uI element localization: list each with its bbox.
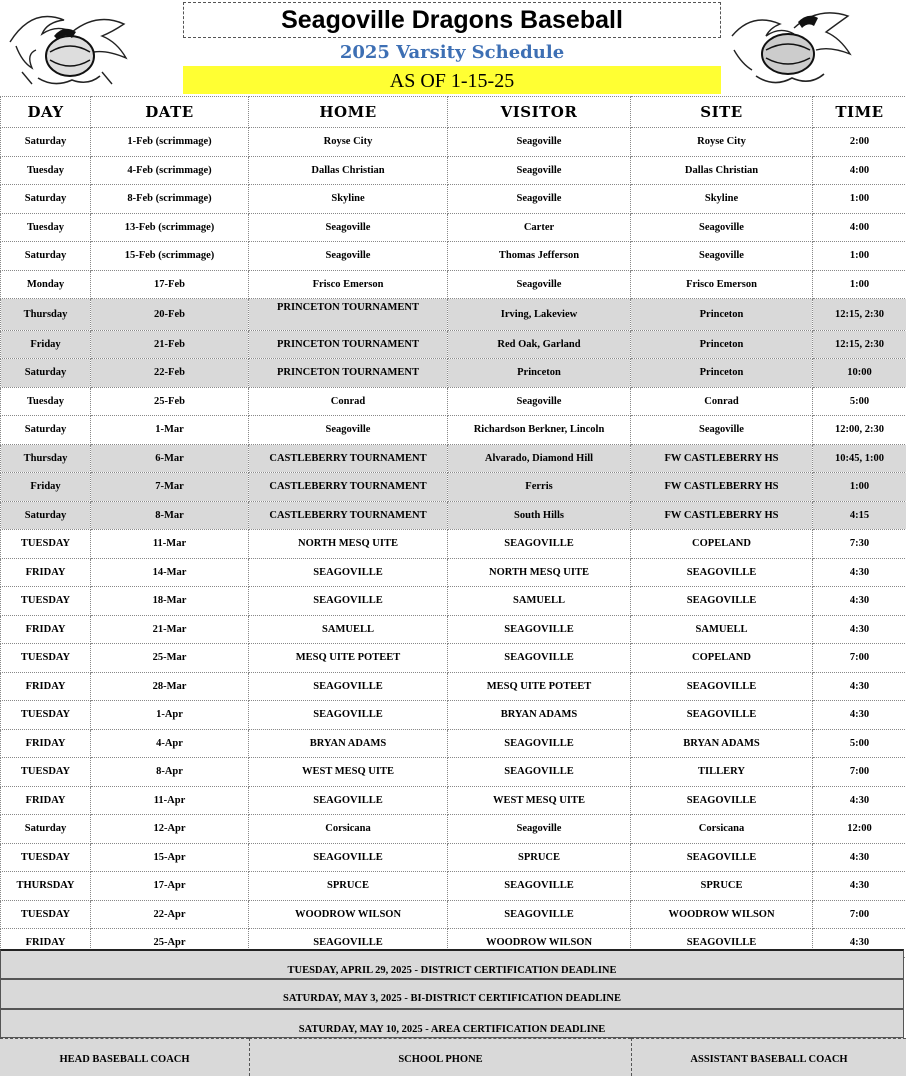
cell-visitor: Seagoville (448, 270, 631, 299)
cell-time: 12:15, 2:30 (813, 299, 906, 331)
cell-site: SEAGOVILLE (631, 929, 813, 958)
cell-home: PRINCETON TOURNAMENT (249, 330, 448, 359)
cell-visitor: MESQ UITE POTEET (448, 672, 631, 701)
cell-site: FW CASTLEBERRY HS (631, 473, 813, 502)
cell-date: 25-Apr (91, 929, 249, 958)
cell-day: Thursday (1, 299, 91, 331)
cell-day: Saturday (1, 128, 91, 157)
cell-visitor: SEAGOVILLE (448, 758, 631, 787)
cell-day: FRIDAY (1, 786, 91, 815)
column-header-visitor: VISITOR (448, 97, 631, 128)
cell-site: Seagoville (631, 416, 813, 445)
cell-visitor: Seagoville (448, 815, 631, 844)
cell-site: FW CASTLEBERRY HS (631, 444, 813, 473)
cell-day: Saturday (1, 416, 91, 445)
table-row (1, 843, 906, 872)
cell-date: 1-Apr (91, 701, 249, 730)
cell-site: FW CASTLEBERRY HS (631, 501, 813, 530)
cell-day: TUESDAY (1, 587, 91, 616)
table-row (1, 615, 906, 644)
table-row (1, 416, 906, 445)
schedule-subtitle: 2025 Varsity Schedule (183, 40, 721, 66)
cell-time: 4:30 (813, 843, 906, 872)
cell-site: BRYAN ADAMS (631, 729, 813, 758)
cell-date: 8-Feb (scrimmage) (91, 185, 249, 214)
cell-home: PRINCETON TOURNAMENT (249, 299, 448, 331)
cell-site: SEAGOVILLE (631, 701, 813, 730)
table-row (1, 330, 906, 359)
cell-time: 1:00 (813, 185, 906, 214)
column-header-site: SITE (631, 97, 813, 128)
cell-date: 13-Feb (scrimmage) (91, 213, 249, 242)
assistant-coach-label: ASSISTANT BASEBALL COACH (631, 1038, 906, 1076)
cell-date: 8-Apr (91, 758, 249, 787)
cell-date: 11-Apr (91, 786, 249, 815)
cell-visitor: SEAGOVILLE (448, 615, 631, 644)
column-header-home: HOME (249, 97, 448, 128)
cell-date: 15-Feb (scrimmage) (91, 242, 249, 271)
cell-home: WOODROW WILSON (249, 900, 448, 929)
cell-site: SEAGOVILLE (631, 843, 813, 872)
cell-day: TUESDAY (1, 701, 91, 730)
cell-day: Saturday (1, 501, 91, 530)
cell-home: CASTLEBERRY TOURNAMENT (249, 473, 448, 502)
cell-day: THURSDAY (1, 872, 91, 901)
cell-date: 21-Mar (91, 615, 249, 644)
cell-visitor: SEAGOVILLE (448, 872, 631, 901)
cell-visitor: WEST MESQ UITE (448, 786, 631, 815)
table-row (1, 786, 906, 815)
cell-time: 4:30 (813, 672, 906, 701)
cell-day: FRIDAY (1, 558, 91, 587)
cell-date: 22-Feb (91, 359, 249, 388)
cell-time: 7:00 (813, 758, 906, 787)
table-row (1, 758, 906, 787)
cell-home: Corsicana (249, 815, 448, 844)
table-row (1, 644, 906, 673)
cell-home: Seagoville (249, 416, 448, 445)
cell-date: 6-Mar (91, 444, 249, 473)
cell-home: SAMUELL (249, 615, 448, 644)
cell-visitor: SEAGOVILLE (448, 900, 631, 929)
cell-day: Tuesday (1, 213, 91, 242)
cell-time: 4:00 (813, 156, 906, 185)
cell-date: 20-Feb (91, 299, 249, 331)
cell-home: Skyline (249, 185, 448, 214)
table-row (1, 359, 906, 388)
cell-site: COPELAND (631, 530, 813, 559)
cell-home: SEAGOVILLE (249, 672, 448, 701)
cell-home: PRINCETON TOURNAMENT (249, 359, 448, 388)
cell-home: SEAGOVILLE (249, 558, 448, 587)
cell-date: 18-Mar (91, 587, 249, 616)
cell-time: 4:30 (813, 587, 906, 616)
cell-visitor: Thomas Jefferson (448, 242, 631, 271)
cell-visitor: Seagoville (448, 387, 631, 416)
cell-date: 4-Feb (scrimmage) (91, 156, 249, 185)
cell-time: 4:30 (813, 786, 906, 815)
cell-date: 14-Mar (91, 558, 249, 587)
cell-home: SPRUCE (249, 872, 448, 901)
cell-day: Saturday (1, 815, 91, 844)
cell-visitor: South Hills (448, 501, 631, 530)
cell-day: FRIDAY (1, 729, 91, 758)
table-row (1, 501, 906, 530)
cell-day: Tuesday (1, 387, 91, 416)
cell-date: 7-Mar (91, 473, 249, 502)
cell-site: Princeton (631, 299, 813, 331)
table-row (1, 270, 906, 299)
cell-time: 4:30 (813, 558, 906, 587)
cell-date: 1-Feb (scrimmage) (91, 128, 249, 157)
cell-visitor: Ferris (448, 473, 631, 502)
cell-home: SEAGOVILLE (249, 701, 448, 730)
school-phone-label: SCHOOL PHONE (249, 1038, 631, 1076)
cell-home: SEAGOVILLE (249, 929, 448, 958)
cell-date: 4-Apr (91, 729, 249, 758)
cell-visitor: SEAGOVILLE (448, 644, 631, 673)
cell-time: 10:45, 1:00 (813, 444, 906, 473)
table-row (1, 387, 906, 416)
cell-date: 17-Feb (91, 270, 249, 299)
cell-day: Saturday (1, 185, 91, 214)
cell-visitor: Seagoville (448, 156, 631, 185)
table-row (1, 128, 906, 157)
table-row (1, 900, 906, 929)
table-row (1, 156, 906, 185)
cell-site: Conrad (631, 387, 813, 416)
cell-time: 12:00 (813, 815, 906, 844)
cell-site: SEAGOVILLE (631, 786, 813, 815)
cell-date: 25-Feb (91, 387, 249, 416)
cell-date: 12-Apr (91, 815, 249, 844)
table-row (1, 672, 906, 701)
cell-visitor: NORTH MESQ UITE (448, 558, 631, 587)
cell-site: Royse City (631, 128, 813, 157)
dragon-logo-icon (2, 2, 134, 90)
cell-date: 25-Mar (91, 644, 249, 673)
cell-site: WOODROW WILSON (631, 900, 813, 929)
cell-home: Frisco Emerson (249, 270, 448, 299)
cell-day: TUESDAY (1, 843, 91, 872)
cell-visitor: Seagoville (448, 128, 631, 157)
cell-site: SEAGOVILLE (631, 558, 813, 587)
cell-visitor: WOODROW WILSON (448, 929, 631, 958)
table-row (1, 473, 906, 502)
cell-visitor: Irving, Lakeview (448, 299, 631, 331)
cell-day: FRIDAY (1, 929, 91, 958)
table-row (1, 444, 906, 473)
cell-day: Friday (1, 473, 91, 502)
cell-site: SAMUELL (631, 615, 813, 644)
cell-time: 7:30 (813, 530, 906, 559)
cell-site: Princeton (631, 330, 813, 359)
cell-visitor: BRYAN ADAMS (448, 701, 631, 730)
cell-time: 10:00 (813, 359, 906, 388)
district-deadline: TUESDAY, APRIL 29, 2025 - DISTRICT CERTIFICATION DEADLINE (0, 949, 904, 979)
cell-time: 12:15, 2:30 (813, 330, 906, 359)
cell-site: Seagoville (631, 242, 813, 271)
cell-day: TUESDAY (1, 530, 91, 559)
cell-home: SEAGOVILLE (249, 587, 448, 616)
cell-time: 4:30 (813, 701, 906, 730)
cell-site: SPRUCE (631, 872, 813, 901)
table-row (1, 587, 906, 616)
cell-home: SEAGOVILLE (249, 843, 448, 872)
cell-date: 8-Mar (91, 501, 249, 530)
contact-footer (0, 1038, 906, 1076)
table-row (1, 242, 906, 271)
cell-site: SEAGOVILLE (631, 672, 813, 701)
cell-visitor: Princeton (448, 359, 631, 388)
cell-site: Princeton (631, 359, 813, 388)
page-title: Seagoville Dragons Baseball (184, 3, 720, 37)
table-row (1, 815, 906, 844)
column-header-time: TIME (813, 97, 906, 128)
cell-visitor: Alvarado, Diamond Hill (448, 444, 631, 473)
cell-visitor: SEAGOVILLE (448, 729, 631, 758)
column-header-day: DAY (1, 97, 91, 128)
title-box (183, 2, 721, 38)
cell-home: CASTLEBERRY TOURNAMENT (249, 501, 448, 530)
cell-date: 28-Mar (91, 672, 249, 701)
cell-time: 7:00 (813, 900, 906, 929)
cell-time: 1:00 (813, 473, 906, 502)
cell-visitor: Carter (448, 213, 631, 242)
cell-day: Friday (1, 330, 91, 359)
cell-visitor: SPRUCE (448, 843, 631, 872)
cell-day: TUESDAY (1, 900, 91, 929)
cell-time: 1:00 (813, 270, 906, 299)
cell-site: TILLERY (631, 758, 813, 787)
head-coach-label: HEAD BASEBALL COACH (0, 1038, 249, 1076)
cell-time: 1:00 (813, 242, 906, 271)
cell-date: 11-Mar (91, 530, 249, 559)
bi-district-deadline: SATURDAY, MAY 3, 2025 - BI-DISTRICT CERTIFICATION DEADLINE (0, 979, 904, 1009)
cell-date: 15-Apr (91, 843, 249, 872)
cell-day: Saturday (1, 359, 91, 388)
cell-day: Tuesday (1, 156, 91, 185)
cell-time: 5:00 (813, 387, 906, 416)
cell-site: Frisco Emerson (631, 270, 813, 299)
area-deadline: SATURDAY, MAY 10, 2025 - AREA CERTIFICATION DEADLINE (0, 1009, 904, 1038)
cell-visitor: SAMUELL (448, 587, 631, 616)
as-of-banner: AS OF 1-15-25 (183, 66, 721, 94)
cell-site: COPELAND (631, 644, 813, 673)
table-header-row (1, 97, 906, 128)
cell-time: 2:00 (813, 128, 906, 157)
cell-home: WEST MESQ UITE (249, 758, 448, 787)
cell-home: Seagoville (249, 242, 448, 271)
cell-day: TUESDAY (1, 758, 91, 787)
cell-date: 21-Feb (91, 330, 249, 359)
cell-time: 4:30 (813, 929, 906, 958)
cell-time: 4:30 (813, 615, 906, 644)
cell-home: BRYAN ADAMS (249, 729, 448, 758)
cell-day: Monday (1, 270, 91, 299)
cell-time: 12:00, 2:30 (813, 416, 906, 445)
cell-time: 4:30 (813, 872, 906, 901)
cell-visitor: Richardson Berkner, Lincoln (448, 416, 631, 445)
table-row (1, 558, 906, 587)
cell-home: CASTLEBERRY TOURNAMENT (249, 444, 448, 473)
cell-date: 1-Mar (91, 416, 249, 445)
cell-home: SEAGOVILLE (249, 786, 448, 815)
cell-visitor: Seagoville (448, 185, 631, 214)
cell-site: Dallas Christian (631, 156, 813, 185)
cell-day: Thursday (1, 444, 91, 473)
cell-visitor: Red Oak, Garland (448, 330, 631, 359)
table-row (1, 729, 906, 758)
cell-site: Skyline (631, 185, 813, 214)
table-row (1, 185, 906, 214)
cell-home: NORTH MESQ UITE (249, 530, 448, 559)
cell-site: Corsicana (631, 815, 813, 844)
cell-home: Seagoville (249, 213, 448, 242)
table-row (1, 530, 906, 559)
cell-day: Saturday (1, 242, 91, 271)
table-row (1, 872, 906, 901)
cell-site: SEAGOVILLE (631, 587, 813, 616)
table-row (1, 701, 906, 730)
cell-home: Royse City (249, 128, 448, 157)
column-header-date: DATE (91, 97, 249, 128)
cell-home: Dallas Christian (249, 156, 448, 185)
cell-time: 4:00 (813, 213, 906, 242)
cell-day: FRIDAY (1, 672, 91, 701)
schedule-table (0, 96, 906, 958)
cell-visitor: SEAGOVILLE (448, 530, 631, 559)
table-row (1, 299, 906, 331)
table-row (1, 213, 906, 242)
cell-home: MESQ UITE POTEET (249, 644, 448, 673)
cell-day: TUESDAY (1, 644, 91, 673)
cell-day: FRIDAY (1, 615, 91, 644)
cell-time: 5:00 (813, 729, 906, 758)
dragon-logo-icon (722, 2, 854, 90)
cell-site: Seagoville (631, 213, 813, 242)
cell-date: 22-Apr (91, 900, 249, 929)
cell-time: 7:00 (813, 644, 906, 673)
schedule-body (1, 128, 906, 958)
cell-time: 4:15 (813, 501, 906, 530)
cell-home: Conrad (249, 387, 448, 416)
cell-date: 17-Apr (91, 872, 249, 901)
